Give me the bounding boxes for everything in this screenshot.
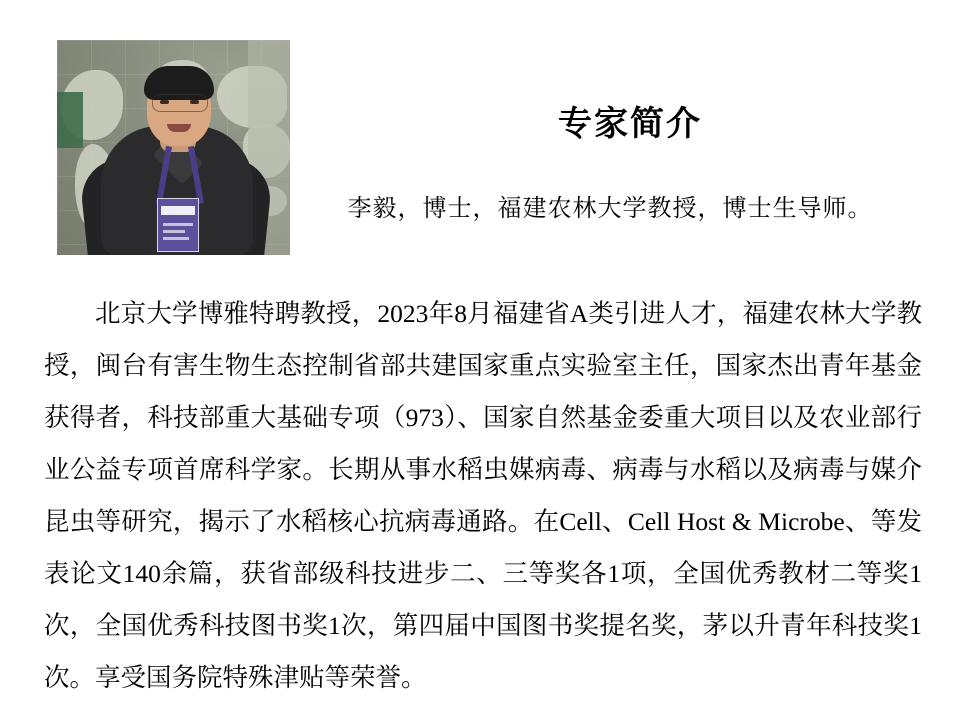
badge-text-line (163, 230, 185, 233)
slide-header-section (0, 0, 960, 268)
person-eye-right (190, 100, 199, 104)
page-title: 专家简介 (558, 106, 702, 143)
backdrop-banner-left (57, 92, 83, 148)
conference-badge (157, 198, 199, 252)
expert-affiliation-line: 李毅，博士，福建农林大学教授，博士生导师。 (347, 196, 873, 222)
expert-biography-paragraph: 北京大学博雅特聘教授，2023年8月福建省A类引进人才，福建农林大学教授，闽台有害生物生态控制省部共建国家重点实验室主任，国家杰出青年基金获得者，科技部重大基础专项（973）、国家自然基金委重大项目以及农业部行业公益专项首席科学家。长期从事水稻虫媒病毒、病毒与水稻以及病毒与媒介昆虫等研究，揭示了水稻核心抗病毒通路。在Cell、Cell Host & Microbe、等发表论文140余篇，获省部级科技进步二、三等奖各1项，全国优秀教材二等奖1次，全国优秀科技图书奖1次，第四届中国图书奖提名奖，茅以升青年科技奖1次。享受国务院特殊津贴等荣誉。 (44, 299, 922, 692)
badge-text-line (163, 237, 189, 240)
badge-header-strip (161, 206, 195, 215)
person-eye-left (160, 100, 169, 104)
expert-portrait-photo (57, 40, 290, 255)
badge-text-line (163, 223, 193, 226)
